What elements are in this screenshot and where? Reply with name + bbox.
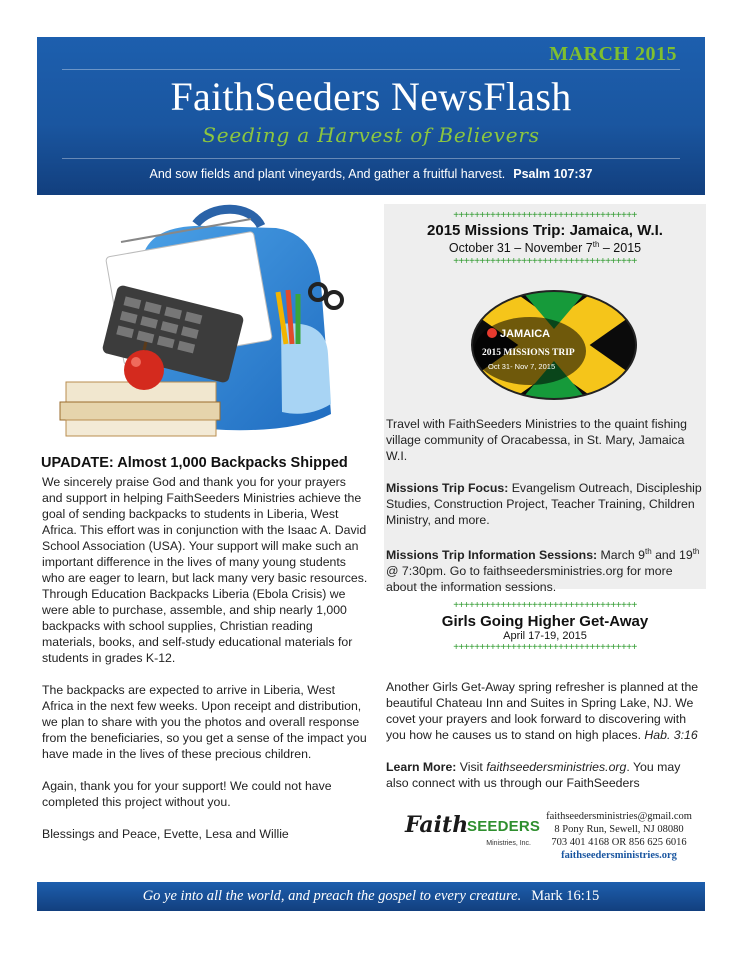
girls-getaway-title: Girls Going Higher Get-Away: [441, 613, 649, 630]
girls-getaway-article: [386, 679, 704, 807]
footer-verse-reference: Mark 16:15: [531, 888, 600, 904]
learn-more-text: Learn More: Visit faithseedersministries.org. You may also connect with us through our FaithSeeders: [386, 760, 681, 790]
backpacks-article: [42, 474, 368, 858]
contact-website[interactable]: faithseedersministries.org: [561, 850, 677, 861]
newsletter-tagline: Seeding a Harvest of Believers: [202, 123, 540, 147]
missions-title: 2015 Missions Trip: Jamaica, W.I.: [427, 222, 663, 239]
jamaica-trip-badge: [470, 289, 638, 401]
missions-intro: Travel with FaithSeeders Ministries to the quaint fishing village community of Oracabessa, in St. Mary, Jamaica W.I.: [386, 417, 687, 463]
header-verse: [37, 167, 705, 181]
missions-dates: October 31 – November 7th – 2015: [448, 240, 642, 256]
logo-faith: Faith: [405, 812, 469, 838]
contact-phone: 703 401 4168 OR 856 625 6016: [551, 837, 687, 848]
decorative-divider: +++++++++++++++++++++++++++++++++++: [453, 642, 637, 653]
article-paragraph: Again, thank you for your support! We could not have completed this project without you.: [42, 779, 332, 809]
heart-icon: [487, 328, 497, 338]
header-banner: [37, 37, 705, 195]
contact-block: [534, 810, 704, 862]
article-paragraph: We sincerely praise God and thank you for your prayers and support in helping FaithSeeders Ministries achieve the goal of sending backpacks to students in Liberia, West Africa. This effort was in conjunction with the Isaac A. David School Association (USA). Your support will make such an important difference in the lives of many young students who are eager to learn, but lack many very basic resources. Through Education Backpacks Liberia (Ebola Crisis) we were able to purchase, assemble, and ship nearly 1,000 backpacks with school supplies, Christian reading materials, books, and self-study educational materials for students in grades K-12.: [42, 475, 368, 665]
article-paragraph: The backpacks are expected to arrive in Liberia, West Africa in the next few weeks. Upon receipt and distribution, we plan to share with you the photos and overall response from the beneficiaries, so you get a sense of the impact you have made in the lives of these precious children.: [42, 683, 367, 761]
girls-getaway-text: Another Girls Get-Away spring refresher is planned at the beautiful Chateau Inn and Suites in Spring Lake, NJ. We covet your prayers and look forward to discovering with you how he causes us to stand on high places. Hab. 3:16: [386, 680, 699, 742]
faithseeders-logo: [405, 812, 541, 852]
missions-focus: Missions Trip Focus: Evangelism Outreach, Discipleship Studies, Construction Project, Teacher Training, Children Ministry, and more.: [386, 481, 702, 527]
jamaica-flag-face-image: [470, 289, 638, 401]
verse-reference: Psalm 107:37: [513, 167, 593, 181]
decorative-divider: +++++++++++++++++++++++++++++++++++: [453, 600, 637, 611]
girls-getaway-dates: April 17-19, 2015: [503, 630, 587, 642]
logo-ministries: Ministries, Inc.: [486, 840, 531, 847]
contact-address: 8 Pony Run, Sewell, NJ 08080: [554, 824, 684, 835]
contact-email[interactable]: faithseedersministries@gmail.com: [546, 811, 692, 822]
missions-details: [386, 416, 702, 595]
backpack-illustration: [46, 204, 348, 446]
missions-info-sessions: Missions Trip Information Sessions: March 9th and 19th @ 7:30pm. Go to faithseedersministries.org for more about the information sessions.: [386, 547, 700, 595]
badge-line: JAMAICA: [500, 328, 551, 340]
logo-seeders: SEEDERS: [467, 818, 541, 835]
decorative-divider: +++++++++++++++++++++++++++++++++++: [453, 210, 637, 221]
decorative-divider: +++++++++++++++++++++++++++++++++++: [453, 256, 637, 268]
footer-verse-text: Go ye into all the world, and preach the gospel to every creature.: [142, 888, 522, 904]
newsletter-title: FaithSeeders NewsFlash: [170, 74, 572, 119]
backpacks-heading: UPADATE: Almost 1,000 Backpacks Shipped: [41, 455, 348, 471]
backpack-photo: [46, 204, 348, 446]
header-divider: [62, 69, 680, 70]
girls-getaway-header: [384, 600, 706, 653]
footer-banner: [37, 882, 705, 911]
verse-text: And sow fields and plant vineyards, And gather a fruitful harvest.: [149, 167, 506, 181]
website-link[interactable]: faithseedersministries.org: [486, 760, 627, 774]
header-divider: [62, 158, 680, 159]
article-signoff: Blessings and Peace, Evette, Lesa and Willie: [42, 827, 289, 841]
badge-line: Oct 31- Nov 7, 2015: [488, 362, 556, 371]
badge-line: 2015 MISSIONS TRIP: [482, 348, 575, 358]
issue-date: MARCH 2015: [549, 43, 677, 65]
